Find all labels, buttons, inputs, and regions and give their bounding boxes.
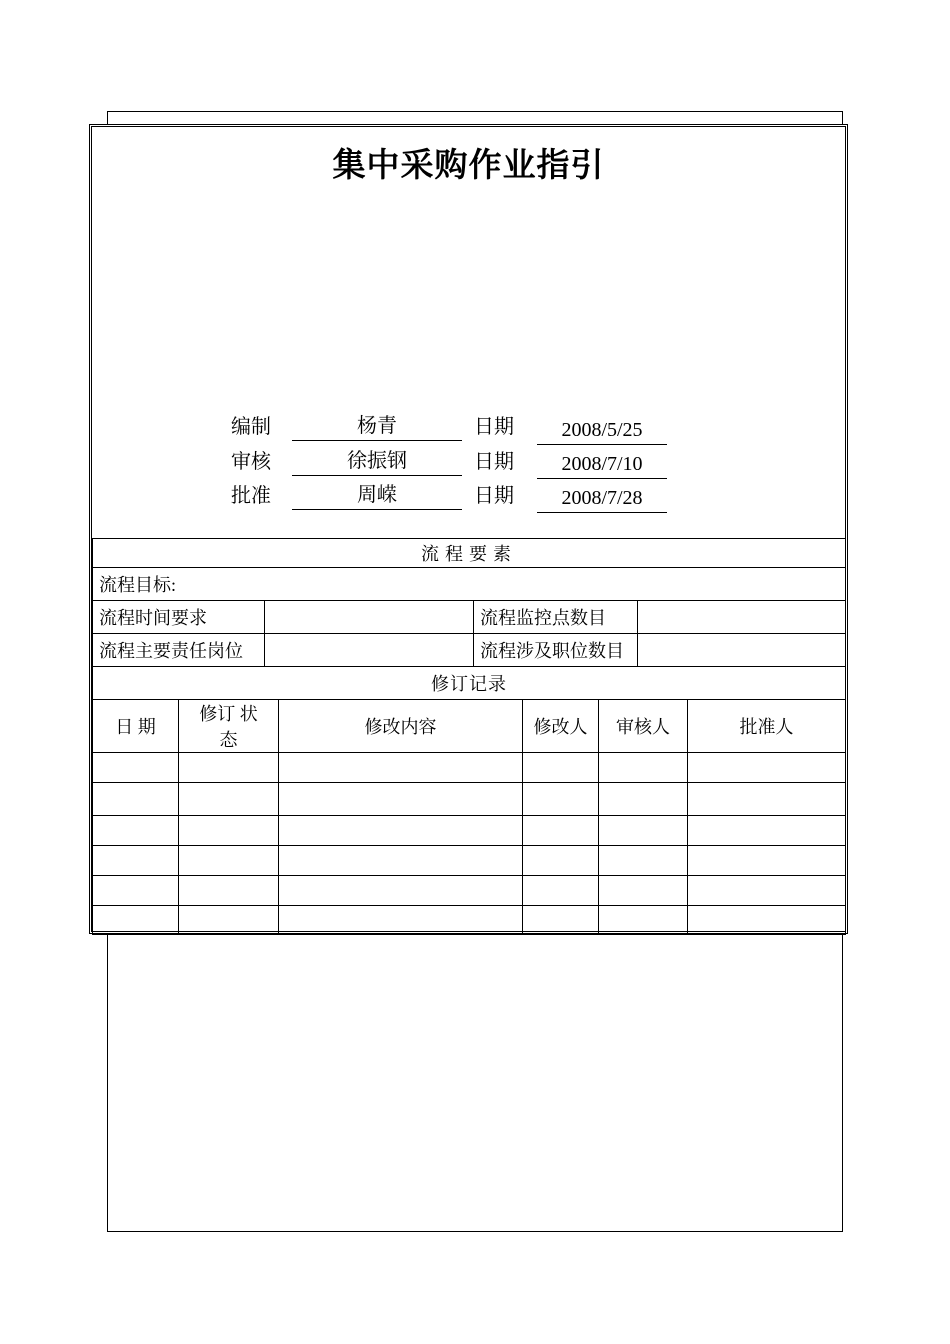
table-cell[interactable] [599,753,688,783]
table-cell[interactable] [179,876,279,906]
table-cell[interactable] [599,906,688,935]
time-requirement-label: 流程时间要求 [93,601,265,634]
table-row [93,753,846,783]
table-cell[interactable] [93,753,179,783]
table-cell[interactable] [688,876,846,906]
signoff-name-review: 徐振钢 [292,446,462,476]
table-cell[interactable] [599,846,688,876]
signoff-date-label-review: 日期 [474,449,514,473]
signoff-date-approve: 2008/7/28 [537,483,667,513]
table-row [93,783,846,816]
table-cell[interactable] [93,876,179,906]
signoff-role-compile: 编制 [231,414,271,438]
table-cell[interactable] [179,816,279,846]
table-cell[interactable] [523,876,599,906]
time-requirement-field[interactable] [265,601,474,634]
signoff-role-approve: 批准 [231,483,271,507]
table-cell[interactable] [279,906,523,935]
table-cell[interactable] [688,816,846,846]
positions-count-label: 流程涉及职位数目 [474,634,638,667]
table-cell[interactable] [599,816,688,846]
table-cell[interactable] [279,753,523,783]
signoff-date-label-approve: 日期 [474,483,514,507]
table-cell[interactable] [279,816,523,846]
table-cell[interactable] [523,753,599,783]
table-cell[interactable] [599,783,688,816]
table-cell[interactable] [688,906,846,935]
signoff-name-approve: 周嵘 [292,480,462,510]
table-cell[interactable] [93,906,179,935]
signoff-name-compile: 杨青 [292,411,462,441]
document-title: 集中采购作业指引 [332,145,605,184]
revision-section [92,666,845,935]
table-cell[interactable] [93,783,179,816]
signoff-date-compile: 2008/5/25 [537,415,667,445]
revision-table [92,666,846,935]
table-cell[interactable] [688,783,846,816]
table-row [93,906,846,935]
table-cell[interactable] [688,753,846,783]
revision-header: 修订记录 [93,667,846,700]
table-cell[interactable] [179,753,279,783]
table-row [93,846,846,876]
column-header-approver: 批准人 [688,700,846,753]
table-cell[interactable] [523,783,599,816]
column-header-content: 修改内容 [279,700,523,753]
table-cell[interactable] [279,783,523,816]
table-row [93,816,846,846]
control-points-field[interactable] [638,601,846,634]
table-cell[interactable] [93,816,179,846]
table-cell[interactable] [523,906,599,935]
column-header-reviewer: 审核人 [599,700,688,753]
column-header-date: 日 期 [93,700,179,753]
process-elements-table [92,538,846,667]
table-cell[interactable] [599,876,688,906]
main-role-label: 流程主要责任岗位 [93,634,265,667]
table-cell[interactable] [179,906,279,935]
signoff-date-label-compile: 日期 [474,414,514,438]
table-cell[interactable] [279,876,523,906]
table-cell[interactable] [179,783,279,816]
process-elements-header: 流程要素 [93,539,846,568]
main-role-field[interactable] [265,634,474,667]
table-cell[interactable] [523,816,599,846]
table-cell[interactable] [179,846,279,876]
table-cell[interactable] [523,846,599,876]
table-row [93,876,846,906]
process-goal-label: 流程目标: [93,568,846,601]
control-points-label: 流程监控点数目 [474,601,638,634]
document-form [89,124,848,934]
column-header-modifier: 修改人 [523,700,599,753]
column-header-status: 修订 状态 [179,700,279,753]
table-cell[interactable] [688,846,846,876]
signoff-date-review: 2008/7/10 [537,449,667,479]
table-cell[interactable] [93,846,179,876]
process-elements-section [92,538,845,667]
signoff-role-review: 审核 [231,449,271,473]
positions-count-field[interactable] [638,634,846,667]
table-cell[interactable] [279,846,523,876]
